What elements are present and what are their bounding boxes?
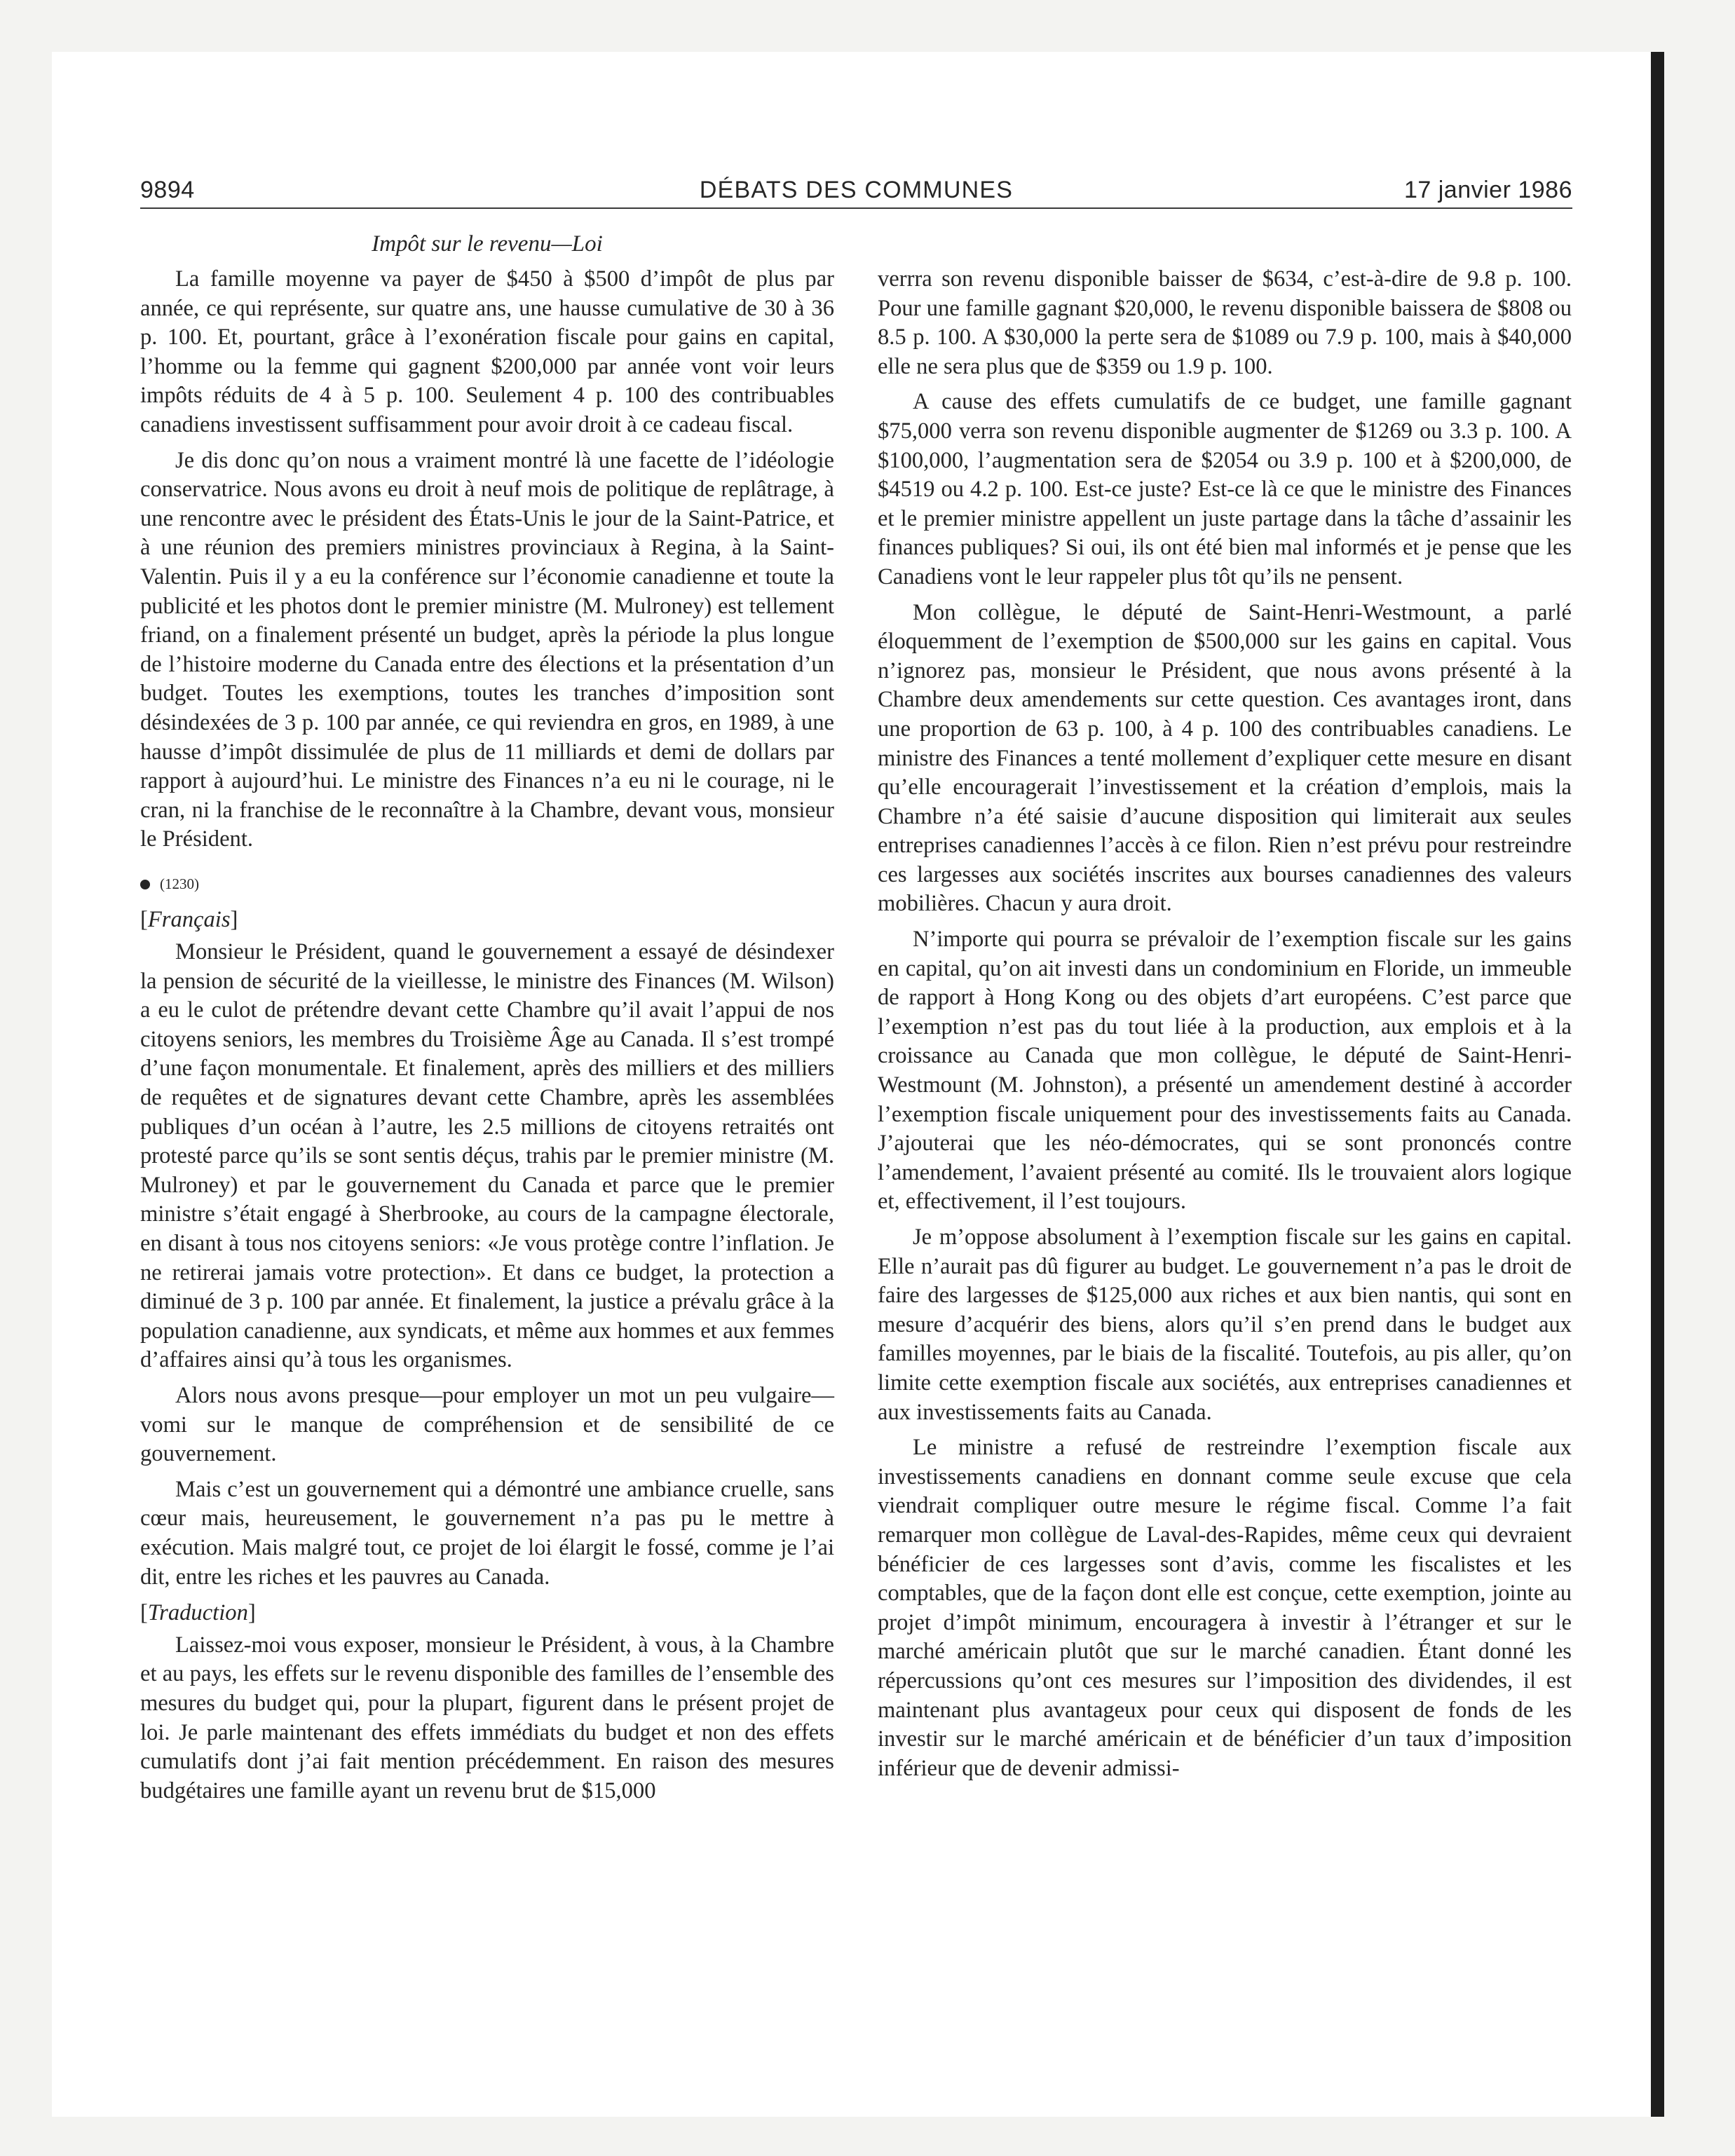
paragraph: N’importe qui pourra se prévaloir de l’exemption fiscale sur les gains en capital, qu’on ait investi dans un condominium en Floride, un immeuble de rapport à Hong Kong ou des objets d’art européens. C’est parce que l’exemption n’est pas du tout liée à la production, aux emplois et à la croissance au Canada que mon collègue, le député de Saint-Henri-Westmount (M. Johnston), a présenté un amendement destiné à accorder l’exemption fiscale uniquement pour des investissements faits au Canada. J’ajouterai que les néo-démocrates, qui se sont prononcés contre l’amendement, l’avaient présenté au comité. Ils le trouvaient alors logique et, effectivement, il l’est toujours. <box>878 927 1572 1215</box>
paragraph: Mon collègue, le député de Saint-Henri-Westmount, a parlé éloquemment de l’exemption de $500,000 sur les gains en capital. Vous n’ignorez pas, monsieur le Président, que nous avons présenté à la Chambre deux amendements sur cette question. Ces avantages iront, dans une proportion de 63 p. 100, à 4 p. 100 des contribuables canadiens. Le ministre des Finances a tenté mollement d’expliquer cette mesure en disant qu’elle encouragerait l’investissement et la création d’emplois, mais la Chambre n’a été saisie d’aucune disposition qui limiterait aux seules entreprises canadiennes l’accès à ce filon. Rien n’est prévu pour restreindre ces largesses aux sociétés inscrites aux bourses canadiennes des valeurs mobilières. Chacun y aura droit. <box>878 599 1572 917</box>
publication-title: DÉBATS DES COMMUNES <box>699 177 1014 203</box>
subject-heading: Impôt sur le revenu—Loi <box>372 231 603 257</box>
paragraph: A cause des effets cumulatifs de ce budget, une famille gagnant $75,000 verra son revenu disponible augmenter de $1269 ou 3.3 p. 100. A $100,000, l’augmentation sera de $2054 ou 3.9 p. 100 et à $200,000, de $4519 ou 4.2 p. 100. Est-ce juste? Est-ce là ce que le ministre des Finances et le premier ministre appellent un juste partage dans la tâche d’assainir les finances publiques? Si oui, ils ont été bien mal informés et je pense que les Canadiens vont le leur rappeler plus tôt qu’ils ne pensent. <box>878 389 1572 589</box>
binding-edge <box>1651 52 1664 2117</box>
paragraph: La famille moyenne va payer de $450 à $500 d’impôt de plus par année, ce qui représente, sur quatre ans, une hausse cumulative de 30 à 36 p. 100. Et, pourtant, grâce à l’exonération fiscale pour gains en capital, l’homme ou la femme qui gagnent $200,000 par année vont voir leurs impôts réduits de 4 à 5 p. 100. Seulement 4 p. 100 des contribuables canadiens investissent suffisamment pour avoir droit à ce cadeau fiscal. <box>140 266 834 437</box>
paragraph: Je dis donc qu’on nous a vraiment montré là une facette de l’idéologie conservatrice. Nous avons eu droit à neuf mois de politique de replâtrage, à une rencontre avec le président des États-Unis le jour de la Saint-Patrice, et à une réunion des premiers ministres provinciaux à Regina, à la Saint-Valentin. Puis il y a eu la conférence sur l’économie canadienne et toute la publicité et les photos dont le premier ministre (M. Mulroney) est tellement friand, on a finalement présenté un budget, après la période la plus longue de l’histoire moderne du Canada entre des élections et la présentation d’un budget. Toutes les exemptions, toutes les tranches d’imposition sont désindexées de 3 p. 100 par année, ce qui reviendra en gros, en 1989, à une hausse d’impôt dissimulée de plus de 11 milliards et demi de dollars par rapport à aujourd’hui. Le ministre des Finances n’a eu ni le courage, ni le cran, ni la franchise de le reconnaître à la Chambre, devant vous, monsieur le Président. <box>140 447 834 852</box>
language-label: Traduction <box>147 1600 248 1626</box>
paragraph: Le ministre a refusé de restreindre l’exemption fiscale aux investissements canadiens en donnant comme seule excuse que cela viendrait compliquer outre mesure le régime fiscal. Comme l’a fait remarquer mon collègue de Laval-des-Rapides, même ceux qui devraient bénéficier de ces largesses sont d’avis, comme les fiscalistes et les comptables, que de la façon dont elle est conçue, cette exemption, jointe au projet d’impôt minimum, encouragera à investir à l’étranger et sur le marché américain plutôt que sur le marché canadien. Étant donné les répercussions qu’ont ces mesures sur l’imposition des dividendes, il est maintenant plus avantageux pour ceux qui disposent de fonds de les investir sur le marché américain et de bénéficier d’un taux d’imposition inférieur que de devenir admissi- <box>878 1435 1572 1781</box>
language-label: Français <box>147 907 231 933</box>
paragraph: Laissez-moi vous exposer, monsieur le Président, à vous, à la Chambre et au pays, les effets sur le revenu disponible des familles de l’ensemble des mesures du budget qui, pour la plupart, figurent dans le présent projet de loi. Je parle maintenant des effets immédiats du budget et non des effets cumulatifs dont j’ai fait mention précédemment. En raison des mesures budgétaires une famille ayant un revenu brut de $15,000 <box>140 1632 834 1803</box>
paragraph: Alors nous avons presque—pour employer un mot un peu vulgaire—vomi sur le manque de compréhension et de sensibilité de ce gouvernement. <box>140 1382 834 1467</box>
paragraph: Mais c’est un gouvernement qui a démontré une ambiance cruelle, sans cœur mais, heureusement, le gouvernement n’a pas pu le mettre à exécution. Mais malgré tout, ce projet de loi élargit le fossé, comme je l’ai dit, entre les riches et les pauvres au Canada. <box>140 1476 834 1590</box>
paragraph: Monsieur le Président, quand le gouvernement a essayé de désindexer la pension de sécurité de la vieillesse, le ministre des Finances (M. Wilson) a eu le culot de prétendre devant cette Chambre qu’il avait l’appui de nos citoyens seniors, les membres du Troisième Âge au Canada. Il s’est trompé d’une façon monumentale. Et finalement, après des milliers et des milliers de requêtes et de signatures devant cette Chambre, après les assemblées publiques d’un océan à l’autre, les 2.5 millions de citoyens retraités ont protesté parce qu’ils se sont sentis déçus, trahis par le premier ministre (M. Mulroney) et par le gouvernement du Canada et parce que le premier ministre s’était engagé à Sherbrooke, au cours de la campagne électorale, en disant à tous nos citoyens seniors: «Je vous protège contre l’inflation. Je ne retirerai jamais votre protection». Et dans ce budget, la protection a diminué de 3 p. 100 par année. Et finalement, la justice a prévalu grâce à la population canadienne, aux syndicats, et même aux hommes et aux femmes d’affaires ainsi qu’à tous les organismes. <box>140 939 834 1373</box>
time-marker-label: (1230) <box>160 875 199 892</box>
header-rule <box>140 207 1572 209</box>
language-note: [Traduction] <box>140 1600 256 1626</box>
page-number: 9894 <box>140 177 195 203</box>
page-date: 17 janvier 1986 <box>1403 177 1572 203</box>
left-column <box>140 265 834 1812</box>
paragraph-continued: verrra son revenu disponible baisser de $634, c’est-à-dire de 9.8 p. 100. Pour une famille gagnant $20,000, le revenu disponible baissera de $808 ou 8.5 p. 100. A $30,000 la perte sera de $1089 ou 7.9 p. 100, mais à $40,000 elle ne sera plus que de $359 ou 1.9 p. 100. <box>878 266 1572 379</box>
time-marker <box>140 870 834 899</box>
bullet-dot-icon <box>140 880 150 889</box>
paragraph: Je m’oppose absolument à l’exemption fiscale sur les gains en capital. Elle n’aurait pas dû figurer au budget. Le gouvernement n’a pas le droit de faire des largesses de $125,000 aux riches et aux bien nantis, qui sont en mesure d’acquérir des biens, alors qu’il s’en prend dans le budget aux familles moyennes, par le biais de la fiscalité. Toutefois, au pis aller, qu’on limite cette exemption fiscale aux sociétés, aux entreprises canadiennes et aux investissements faits au Canada. <box>878 1224 1572 1425</box>
language-note: [Français] <box>140 907 238 933</box>
right-column <box>878 265 1572 1789</box>
